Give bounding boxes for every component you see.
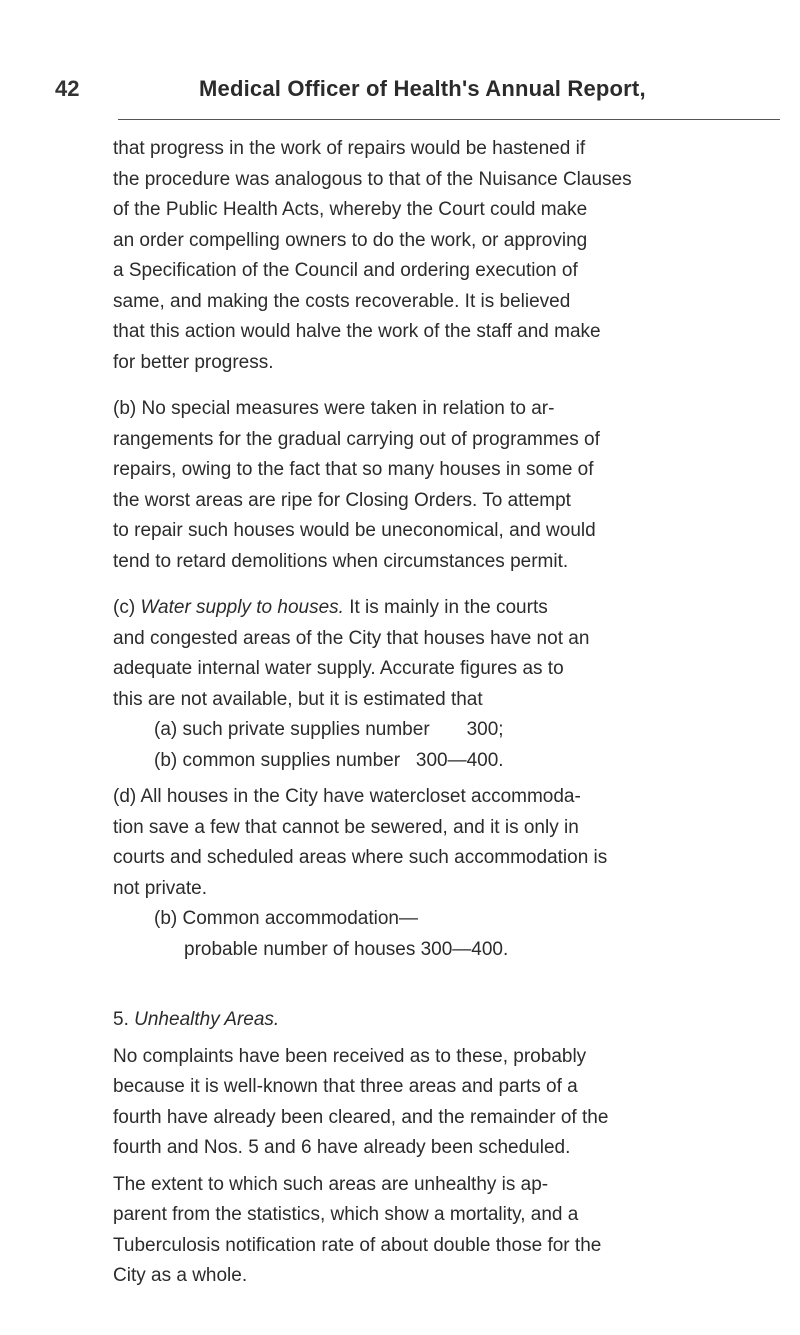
item-label: (a) bbox=[154, 719, 178, 740]
text-line: (b) No special measures were taken in relation to ar- bbox=[113, 398, 555, 419]
text-line: rangements for the gradual carrying out of programmes of bbox=[113, 428, 600, 450]
header-rule bbox=[118, 119, 780, 120]
section-5-heading bbox=[113, 1005, 783, 1036]
section-number: 5. bbox=[113, 1009, 129, 1030]
text-line: the worst areas are ripe for Closing Orders. To attempt bbox=[113, 489, 571, 511]
text-line: this are not available, but it is estimated that bbox=[113, 688, 483, 710]
paragraph-unhealthy-extent bbox=[113, 1170, 783, 1292]
text-line: to repair such houses would be uneconomical, and would bbox=[113, 520, 596, 541]
text-line: No complaints have been received as to these, probably bbox=[113, 1045, 587, 1067]
text-line: and congested areas of the City that houses have not an bbox=[113, 627, 590, 649]
text-line: an order compelling owners to do the work, or approving bbox=[113, 229, 588, 251]
paragraph-complaints bbox=[113, 1042, 783, 1164]
paragraph-repairs-procedure bbox=[113, 134, 783, 378]
text-fragment: It is mainly in the courts bbox=[349, 597, 548, 618]
item-text: common supplies number bbox=[182, 749, 401, 771]
text-line: City as a whole. bbox=[113, 1265, 248, 1286]
item-value: 300; bbox=[466, 719, 504, 740]
list-item-private-supplies bbox=[113, 715, 783, 746]
item-label: (c) bbox=[113, 597, 136, 618]
text-line: not private. bbox=[113, 877, 207, 899]
text-line bbox=[113, 1005, 783, 1036]
text-line: the procedure was analogous to that of the Nuisance Clauses bbox=[113, 168, 632, 190]
text-line: because it is well-known that three areas and parts of a bbox=[113, 1076, 578, 1097]
text-line: Tuberculosis notification rate of about double those for the bbox=[113, 1234, 602, 1256]
page-header bbox=[55, 76, 775, 116]
paragraph-water-supply bbox=[113, 593, 783, 776]
body-text bbox=[113, 134, 783, 1292]
text-line: courts and scheduled areas where such accommodation is bbox=[113, 847, 608, 868]
text-line: repairs, owing to the fact that so many houses in some of bbox=[113, 459, 594, 480]
text-line: The extent to which such areas are unhealthy is ap- bbox=[113, 1173, 549, 1195]
list-item-probable-number: probable number of houses 300—400. bbox=[184, 938, 509, 960]
text-line: tion save a few that cannot be sewered, and it is only in bbox=[113, 816, 579, 838]
text-line: fourth have already been cleared, and the remainder of the bbox=[113, 1106, 609, 1128]
paragraph-watercloset bbox=[113, 782, 783, 965]
text-line bbox=[113, 593, 783, 624]
text-line: for better progress. bbox=[113, 351, 274, 373]
text-line: a Specification of the Council and ordering execution of bbox=[113, 260, 578, 281]
text-line: same, and making the costs recoverable. It is believed bbox=[113, 290, 571, 312]
running-title: Medical Officer of Health's Annual Report, bbox=[199, 76, 646, 101]
text-line: that this action would halve the work of the staff and make bbox=[113, 321, 601, 342]
paragraph-special-measures bbox=[113, 394, 783, 577]
text-line: parent from the statistics, which show a mortality, and a bbox=[113, 1204, 579, 1225]
page-number: 42 bbox=[55, 76, 80, 101]
text-line: tend to retard demolitions when circumstances permit. bbox=[113, 550, 569, 572]
text-line: (d) All houses in the City have watercloset accommoda- bbox=[113, 786, 581, 807]
item-value: 300—400. bbox=[415, 749, 504, 771]
item-label: (b) bbox=[154, 749, 178, 771]
list-item-common-accommodation: (b) Common accommodation— bbox=[154, 908, 418, 929]
text-line: that progress in the work of repairs would be hastened if bbox=[113, 138, 586, 159]
list-item-common-supplies bbox=[113, 746, 783, 777]
text-line: fourth and Nos. 5 and 6 have already been scheduled. bbox=[113, 1137, 571, 1158]
section-heading-water-supply: Water supply to houses. bbox=[140, 597, 344, 618]
text-line: adequate internal water supply. Accurate figures as to bbox=[113, 658, 564, 679]
section-heading-unhealthy-areas: Unhealthy Areas. bbox=[134, 1009, 280, 1030]
item-text: such private supplies number bbox=[182, 719, 430, 740]
text-line: of the Public Health Acts, whereby the Court could make bbox=[113, 199, 588, 220]
